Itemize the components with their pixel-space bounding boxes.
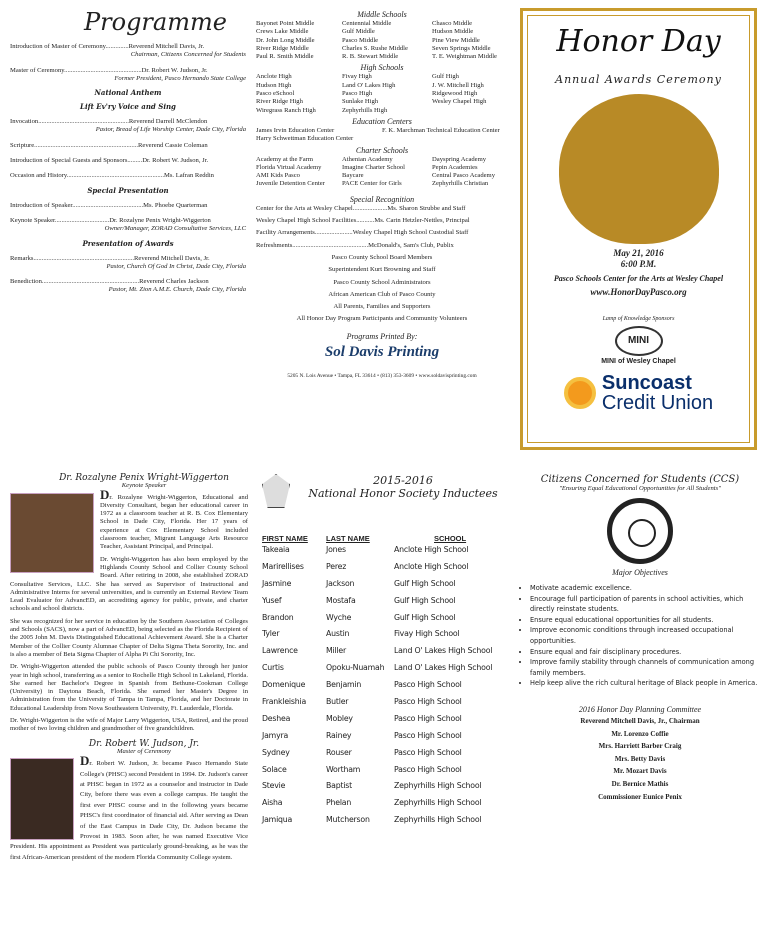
committee-member: Mrs. Betty Davis [614,754,666,763]
nhs-last-name: Mostafa [326,595,356,605]
leader-dots: ........... [356,217,375,225]
nhs-row [262,798,492,815]
nhs-row [262,697,492,714]
suncoast-text [602,373,713,413]
programme-name: Dr. Robert W. Judson, Jr. [141,66,208,74]
nhs-school: Zephyrhills High School [394,781,482,791]
col-school: SCHOOL [434,534,467,543]
nhs-school: Zephyrhills High School [394,815,482,825]
leader-dots: ............................................... [64,66,142,74]
mini-logo: MINI [615,326,663,356]
leader-dots: ........................................... [72,201,144,209]
programme-name: Reverend Mitchell Davis, Jr. [128,43,205,50]
nhs-school: Fivay High School [394,629,460,639]
nhs-last-name: Baptist [326,781,353,791]
nhs-first-name: Tyler [262,629,280,639]
recognition-center-list [256,254,508,324]
nhs-row [262,781,492,798]
programme-line [10,142,246,150]
programme-name: Ms. Lafran Reddin [163,172,214,180]
nhs-row [262,663,492,680]
leader-dots: ........................................................... [66,172,164,180]
nhs-row [262,714,492,731]
programme-sub: Pastor, Mt. Zion A.M.E. Church, Dade City, Florida [108,286,246,294]
middle-school: Bayonet Point Middle [256,20,315,27]
leader-dots: .............................................. [292,241,369,249]
mini-dealer-name: MINI of Wesley Chapel [601,358,676,365]
nhs-table-header [262,534,492,545]
recognition-item [256,217,508,225]
leader-dots: ..................... [352,204,388,212]
leader-dots: ....................... [314,229,353,237]
programme-line [10,67,246,75]
recognition-label: Center for the Arts at Wesley Chapel [256,204,353,212]
cover-frame [527,15,750,443]
objective-item: • Improve family stability through channels of communication among family members. [530,657,760,678]
special-recognition-heading: Special Recognition [349,194,415,204]
nhs-first-name: Frankleishia [262,697,307,707]
nhs-row [262,680,492,697]
keynote-bio-paragraph: She was recognized for her service in education by the Southern Association of Colleges and Schools (SACS), now a part of AdvancED, being selected as the Florida Recipient of the 2005 John M. Davis Distinguished Educational Achievement Award. She is a Charter Member of the Collier County Alumnae Chapter of Delta Sigma Theta Sorority, Inc. and is also a member of Beta Sigma Chapter of Alpha Pi Chi Sorority, Inc. [10,617,248,658]
programme-panel [10,8,246,448]
cover-subtitle: Annual Awards Ceremony [555,73,722,86]
objective-item: • Ensure equal and fair disciplinary procedures. [530,647,760,658]
programme-label: Introduction of Special Guests and Sponsors [10,157,128,165]
nhs-school: Gulf High School [394,612,456,622]
programme-list [10,43,246,295]
nhs-row [262,629,492,646]
leader-dots: ............................................................. [33,254,135,262]
middle-school: Paul R. Smith Middle [256,53,314,61]
recognition-line: Pasco County School Administrators [333,278,431,286]
committee-member: Dr. Bernice Mathis [611,779,669,788]
leader-dots: ................................. [54,216,110,224]
high-school: Zephyrhills High [342,106,388,114]
nhs-last-name: Benjamin [326,680,362,690]
programme-item [10,202,246,210]
programme-item [10,142,246,150]
keynote-bio-paragraph: Dr. Rozalyne Wright-Wiggerton, Educational and Diversity Consultant, began her educational career in 1972 as a classroom teacher at R. B. Cox Elementary School in Dade City, Florida. Her 17 years of experience at Cox Elementary School included classroom teacher, Migrant Language Arts Resource Teacher, Assistant Principal, and Principal. [100,486,248,551]
nhs-header [262,474,506,508]
nhs-first-name: Brandon [262,612,294,622]
nhs-first-name: Lawrence [262,646,298,656]
nhs-school: Land O' Lakes High School [394,646,493,656]
programme-sub: Pastor, Church Of God In Christ, Dade City, Florida [106,262,246,270]
charter-schools-heading: Charter Schools [355,145,409,155]
mc-role: Master of Ceremony [117,747,171,755]
cover-panel [520,8,757,450]
nhs-first-name: Jamiqua [262,815,293,825]
objectives-list [520,583,760,689]
nhs-first-name: Marirellises [262,561,304,571]
edu-center: F. K. Marchman Technical Education Center [382,126,500,134]
charter-school: Imagine Charter School [342,163,405,171]
middle-schools-grid [256,20,508,61]
middle-school: Gulf Middle [342,28,375,36]
programme-label: Introduction of Speaker [10,201,73,209]
high-school: Land O' Lakes High [342,81,396,89]
recognition-name: Ms. Sharon Strubbe and Staff [387,204,466,212]
nhs-row [262,748,492,765]
nhs-school: Pasco High School [394,764,462,774]
recognition-label: Wesley Chapel High School Facilities [256,217,357,225]
charter-school: Dayspring Academy [432,155,487,163]
nhs-last-name: Wyche [326,612,352,622]
high-school: Gulf High [432,73,459,81]
nhs-school: Anclote High School [394,561,469,571]
cover-title: Honor Day [556,24,721,59]
leader-dots: .............. [105,43,129,50]
schools-panel [256,8,508,458]
high-schools-grid [256,73,508,114]
nhs-year: 2015-2016 [373,474,433,487]
recognition-line: Pasco County School Board Members [331,253,433,261]
edu-center: James Irvin Education Center [256,126,335,134]
leader-dots: ....................................................... [38,118,129,126]
programme-title: Programme [84,8,227,36]
programme-heading: Special Presentation [87,185,169,195]
charter-school: Central Pasco Academy [432,172,495,180]
keynote-name: Dr. Rozalyne Penix Wright-Wiggerton [59,473,229,483]
programme-sub: Chairman, Citizens Concerned for Students [130,51,246,59]
nhs-first-name: Domenique [262,680,306,690]
programme-sub: Owner/Manager, ZORAD Consultative Services, LLC [104,225,246,233]
programme-label: Benediction [10,278,42,286]
programme-sub: Former President, Pasco Hernando State College [114,74,246,82]
committee-member: Mr. Mozart Davis [613,767,667,776]
programme-label: Remarks [10,254,34,262]
nhs-first-name: Curtis [262,663,284,673]
objective-item: • Improve economic conditions through increased occupational opportunities. [530,625,760,646]
mc-photo [10,758,74,840]
leader-dots: ............................................................... [34,141,139,149]
nhs-last-name: Rouser [326,747,352,757]
recognition-label: Refreshments [256,241,293,249]
programme-heading: Presentation of Awards [82,238,174,248]
high-school: River Ridge High [256,98,303,106]
nhs-first-name: Sydney [262,747,290,757]
event-time: 6:00 P.M. [620,259,657,269]
event-info [528,248,749,298]
high-school: Ridgewood High [432,90,478,98]
nhs-row [262,613,492,630]
programme-line [10,172,246,180]
education-centers [256,127,508,144]
printer-address: 5205 N. Lois Avenue • Tampa, FL 33614 • (813) 353-3609 • www.soldavisprinting.com [287,372,477,379]
middle-school: Charles S. Rushe Middle [342,44,408,52]
recognition-name: Ms. Carin Hetzler-Nettles, Principal [374,217,470,225]
nhs-table [262,534,492,832]
printed-by: Programs Printed By: [346,331,418,341]
keynote-bio-paragraph: Dr. Wright-Wiggerton has also been employed by the Highlands County School and Collier County School Board. After retiring in 2008, she established ZORAD Consultative Services, LLC. She has served as Supervisor of Instructional and Administrative Interns for several universities, and is currently an External Review Team Lead Evaluator for AdvancED, an accrediting agency for public, private, and charter schools and school districts. [10,555,248,613]
nhs-last-name: Phelan [326,798,352,808]
high-school [432,107,508,115]
lamp-of-knowledge-emblem [559,94,719,244]
recognition-name: McDonald's, Sam's Club, Publix [368,241,454,249]
middle-school: Hudson Middle [432,28,474,36]
event-date: May 21, 2016 [613,248,664,258]
recognition-line: Superintendent Kurt Browning and Staff [328,266,436,274]
programme-heading: Lift Ev'ry Voice and Sing [80,102,176,112]
recognition-list [256,205,508,250]
middle-school: T. E. Weightman Middle [432,53,497,61]
nhs-first-name: Aisha [262,798,283,808]
suncoast-line2: Credit Union [601,392,714,414]
programme-name: Reverend Mitchell Davis, Jr. [134,254,210,262]
nhs-row [262,562,492,579]
nhs-last-name: Jones [326,545,346,554]
programme-sub: Pastor, Bread of Life Worship Center, Dade City, Florida [95,126,246,134]
high-school: Fivay High [342,73,372,81]
high-school: Hudson High [256,81,292,89]
programme-line [10,278,246,286]
programme-heading: National Anthem [94,88,162,98]
high-school: Wiregrass Ranch High [256,106,316,114]
committee-member: Mr. Lorenzo Coffie [611,729,669,738]
recognition-name: Wesley Chapel High School Custodial Staff [352,229,469,237]
middle-school: Seven Springs Middle [432,44,491,52]
nhs-last-name: Miller [326,646,347,656]
sponsors-heading: Lamp of Knowledge Sponsors [602,316,675,322]
recognition-item [256,205,508,213]
programme-line [10,255,246,263]
recognition-line: All Parents, Families and Supporters [333,303,431,311]
printer-logo-text: Sol Davis Printing [324,343,440,360]
charter-school: Zephyrhills Christian [432,180,489,188]
middle-school: Pine View Middle [432,36,480,44]
programme-label: Keynote Speaker [10,216,55,224]
education-centers-heading: Education Centers [352,116,412,126]
nhs-row [262,765,492,782]
nhs-school: Pasco High School [394,697,462,707]
keynote-bio-paragraph: Dr. Wright-Wiggerton attended the public schools of Pasco County through her junior year in high school, transferring as a senior to Rochelle High School in Lakeland, Florida. She earned her Bachelor's Degree in Spanish from Bethune-Cookman College (University) in Daytona Beach, Florida. She earned her Master's Degree in Administration from the University of Tampa in Tampa, Florida, and her Doctorate in Educational Leadership from Nova Southeastern University, Ft. Lauderdale, Florida. [10,663,248,712]
nhs-title: National Honor Society Inductees [308,487,498,500]
keynote-role: Keynote Speaker [121,482,167,490]
edu-center: Harry Schwettman Education Center [256,135,354,143]
ccs-motto: "Ensuring Equal Educational Opportunities for All Students" [559,485,721,492]
event-venue: Pasco Schools Center for the Arts at Wesley Chapel [553,274,724,283]
charter-school: Baycare [342,172,364,180]
nhs-last-name: Mutcherson [326,815,370,825]
high-school: Wesley Chapel High [432,98,487,106]
recognition-label: Facility Arrangements [256,229,315,237]
programme-label: Scripture [10,141,35,149]
nhs-last-name: Wortham [326,764,361,774]
programme-name: Dr. Rozalyne Penix Wright-Wiggerton [109,216,211,224]
nhs-panel [262,474,506,914]
nhs-emblem-icon [262,474,290,508]
nhs-school: Pasco High School [394,713,462,723]
ccs-seal-icon [607,498,673,564]
committee-heading: 2016 Honor Day Planning Committee [578,704,702,714]
programme-line [10,43,246,51]
nhs-last-name: Mobley [326,713,353,723]
nhs-row [262,815,492,832]
suncoast-line1: Suncoast [601,372,692,394]
suncoast-logo [528,373,749,413]
committee-member: Commissioner Eunice Penix [598,792,682,801]
committee-member: Mrs. Harriett Barber Craig [598,742,682,751]
charter-school: Juvenile Detention Center [256,180,325,188]
nhs-last-name: Butler [326,697,349,707]
nhs-school: Pasco High School [394,747,462,757]
programme-item [10,43,246,60]
programme-item [10,157,246,165]
nhs-school: Pasco High School [394,730,462,740]
leader-dots: ......... [127,157,143,165]
nhs-school: Gulf High School [394,595,456,605]
programme-label: Invocation [10,118,39,126]
ccs-title: Citizens Concerned for Students (CCS) [540,474,740,485]
nhs-first-name: Takeaia [262,545,290,554]
charter-school: Athenian Academy [342,155,393,163]
programme-label: Master of Ceremony [10,66,65,74]
objectives-heading: Major Objectives [612,568,668,577]
middle-school: Pasco Middle [342,36,379,44]
programme-line [10,202,246,210]
charter-schools-grid [256,156,508,189]
nhs-first-name: Jamyra [262,730,289,740]
programme-item [10,67,246,84]
high-school: Anclote High [256,73,292,81]
high-schools-heading: High Schools [360,63,404,73]
leader-dots: ........................................................... [41,278,140,286]
high-school: J. W. Mitchell High [432,81,484,89]
col-first: FIRST NAME [262,534,308,543]
nhs-school: Pasco High School [394,680,462,690]
charter-school: Academy at the Farm [256,155,313,163]
committee-member: Reverend Mitchell Davis, Jr., Chairman [580,716,700,725]
objective-item: • Encourage full participation of parents in school activities, which directly reinstate students. [530,594,760,615]
nhs-row [262,596,492,613]
keynote-bio-paragraph: Dr. Wright-Wiggerton is the wife of Major Larry Wiggerton, USA, Retired, and the proud mother of two loving children and grandmother of five grandchildren. [10,717,248,733]
nhs-last-name: Austin [326,629,350,639]
printer-logo [256,343,508,361]
nhs-school: Zephyrhills High School [394,798,482,808]
programme-item [10,217,246,234]
high-school: Sunlake High [342,98,379,106]
nhs-last-name: Perez [326,561,347,571]
programme-name: Dr. Robert W. Judson, Jr. [142,157,209,165]
charter-school: Florida Virtual Academy [256,163,322,171]
committee-list [520,715,760,803]
nhs-first-name: Yusef [262,595,282,605]
middle-school: Crews Lake Middle [256,28,309,36]
high-school: Pasco eSchool [256,90,295,98]
charter-school: PACE Center for Girls [342,180,402,188]
nhs-row [262,731,492,748]
nhs-table-body [262,545,492,832]
bios-panel [10,474,248,924]
nhs-school: Gulf High School [394,578,456,588]
col-last: LAST NAME [326,534,370,543]
nhs-row [262,579,492,596]
recognition-line: All Honor Day Program Participants and Community Volunteers [296,315,468,323]
sun-icon [564,377,596,409]
programme-line [10,217,246,225]
recognition-item [256,242,508,250]
nhs-title-block [300,474,506,500]
ccs-panel [520,474,760,924]
nhs-school: Land O' Lakes High School [394,663,493,673]
middle-school: River Ridge Middle [256,44,309,52]
charter-school: Pepin Academies [432,163,478,171]
middle-schools-heading: Middle Schools [357,10,407,19]
middle-school: Chasco Middle [432,20,473,27]
programme-name: Reverend Darrell McClendon [128,118,208,126]
nhs-last-name: Rainey [326,730,352,740]
middle-school: Dr. John Long Middle [256,36,315,44]
charter-school: AMI Kids Pasco [256,172,300,180]
recognition-item [256,229,508,237]
middle-school: Centennial Middle [342,20,392,27]
mc-name: Dr. Robert W. Judson, Jr. [88,738,200,749]
programme-item [10,118,246,135]
event-url: www.HonorDayPasco.org [590,287,687,297]
nhs-row [262,646,492,663]
keynote-photo [10,493,94,573]
nhs-first-name: Jasmine [262,578,292,588]
nhs-school: Anclote High School [394,545,469,554]
programme-name: Reverend Charles Jackson [139,278,209,286]
nhs-first-name: Stevie [262,781,286,791]
programme-label: Introduction of Master of Ceremony [10,43,106,50]
nhs-row [262,545,492,562]
nhs-first-name: Solace [262,764,287,774]
programme-line [10,118,246,126]
programme-item [10,255,246,272]
nhs-last-name: Opoku-Nuamah [326,663,385,673]
objective-item: • Ensure equal educational opportunities for all students. [530,615,760,626]
nhs-first-name: Deshea [262,713,291,723]
programme-name: Reverend Cassie Coleman [138,141,208,149]
programme-item [10,278,246,295]
nhs-last-name: Jackson [326,578,355,588]
recognition-line: African American Club of Pasco County [328,290,436,298]
programme-item [10,172,246,180]
high-school: Pasco High [342,90,373,98]
middle-school: R. B. Stewart Middle [342,53,399,61]
programme-label: Occasion and History [10,172,67,180]
programme-name: Ms. Phoebe Quarterman [143,201,208,209]
objective-item: • Motivate academic excellence. [530,583,760,594]
objective-item: • Help keep alive the rich cultural heritage of Black people in America. [530,678,760,689]
programme-line [10,157,246,165]
mc-bio: Dr. Robert W. Judson, Jr. became Pasco Hernando State College's (PHSC) second President in 1994. Dr. Judson's career at PHSC began in 1972 as a counselor and instructor in Dade City, before there was even a college campus. He taught the first ever PHSC course and in the following years became PHSC's first coordinator of financial aid. After serving as Dean of the East Campus in Dade City, Dr. Judson became the Provost in 1983. Soon after, he was named Executive Vice President. His appointment as President was particularly ground-breaking, as he was the first African-American president of the modern Florida Community College system. [10,753,248,861]
